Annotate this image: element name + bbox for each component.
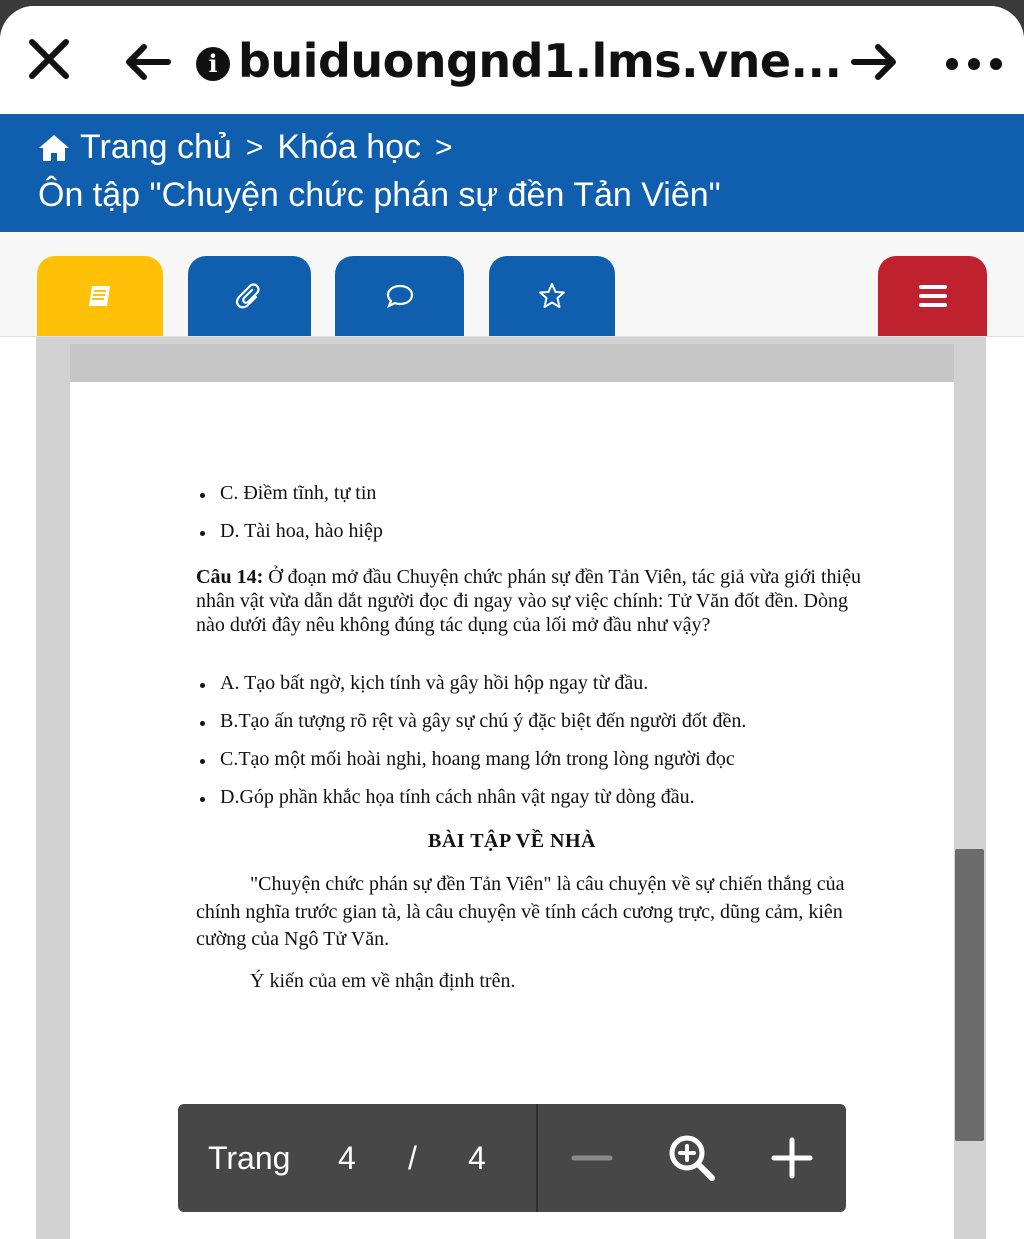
browser-frame [0, 6, 1024, 1239]
plus-icon [764, 1130, 820, 1186]
page-separator: / [408, 1140, 417, 1176]
arrow-left-icon[interactable] [122, 42, 172, 82]
book-icon [85, 281, 115, 311]
page-label: Trang [208, 1140, 291, 1176]
question-text: Ở đoạn mở đầu Chuyện chức phán sự đền Tản Viên, tác giả vừa giới thiệu [263, 566, 861, 588]
browser-bar [0, 6, 1024, 114]
tab-row [0, 232, 1024, 337]
homework-line: "Chuyện chức phán sự đền Tản Viên" là câu chuyện về sự chiến thắng của [250, 873, 845, 895]
answer-option: C. Điềm tĩnh, tự tin [220, 482, 377, 504]
close-icon[interactable] [26, 36, 72, 82]
tab-attachments[interactable] [188, 256, 311, 336]
homework-line: cường của Ngô Tử Văn. [196, 928, 390, 950]
zoom-out-button[interactable] [564, 1130, 620, 1186]
address-bar-url[interactable]: buiduongnd1.lms.vne... [238, 34, 842, 88]
question-line: nào dưới đây nêu không đúng tác dụng của lối mở đầu như vậy? [196, 614, 711, 636]
menu-icon [918, 281, 948, 311]
breadcrumb-courses[interactable]: Khóa học [277, 128, 422, 166]
paperclip-icon [235, 281, 265, 311]
tab-book[interactable] [37, 256, 163, 336]
zoom-in-icon [664, 1130, 720, 1186]
arrow-right-icon[interactable] [850, 42, 900, 82]
answer-option: C.Tạo một mối hoài nghi, hoang mang lớn trong lòng người đọc [220, 748, 735, 770]
more-icon[interactable] [944, 56, 1004, 72]
total-pages: 4 [468, 1140, 486, 1176]
star-icon [537, 281, 567, 311]
tab-comments[interactable] [335, 256, 464, 336]
scrollbar-thumb[interactable] [955, 849, 984, 1141]
question-line [196, 566, 861, 589]
homework-line: chính nghĩa trước gian tà, là câu chuyện về tính cách cương trực, dũng cảm, kiên [196, 901, 843, 923]
breadcrumb-separator: > [245, 130, 264, 164]
info-icon[interactable]: i [196, 47, 230, 81]
answer-option: B.Tạo ấn tượng rõ rệt và gây sự chú ý đặc biệt đến người đốt đền. [220, 710, 747, 732]
homework-prompt: Ý kiến của em về nhận định trên. [250, 970, 516, 992]
answer-option: D.Góp phần khắc họa tính cách nhân vật ngay từ dòng đầu. [220, 786, 695, 808]
answer-option: D. Tài hoa, hào hiệp [220, 520, 383, 542]
question-label: Câu 14: [196, 566, 264, 588]
homework-title: BÀI TẬP VỀ NHÀ [428, 830, 596, 852]
page-title: Ôn tập "Chuyện chức phán sự đền Tản Viên" [38, 176, 721, 214]
tab-menu[interactable] [878, 256, 987, 336]
page-toolbar [178, 1104, 846, 1212]
minus-icon [564, 1130, 620, 1186]
breadcrumb [38, 128, 467, 167]
site-header [0, 114, 1024, 232]
breadcrumb-home[interactable]: Trang chủ [80, 128, 232, 166]
toolbar-divider [536, 1104, 538, 1212]
answer-option: A. Tạo bất ngờ, kịch tính và gây hồi hộp ngay từ đầu. [220, 672, 649, 694]
breadcrumb-separator: > [435, 130, 453, 164]
zoom-in-button[interactable] [764, 1130, 820, 1186]
tab-favorites[interactable] [489, 256, 615, 336]
comment-icon [385, 281, 415, 311]
current-page[interactable]: 4 [338, 1140, 356, 1176]
question-line: nhân vật vừa dẫn dắt người đọc đi ngay vào sự việc chính: Tử Văn đốt đền. Dòng [196, 590, 848, 612]
previous-page-edge [70, 344, 956, 382]
home-icon[interactable] [38, 133, 70, 163]
zoom-button[interactable] [664, 1130, 720, 1186]
